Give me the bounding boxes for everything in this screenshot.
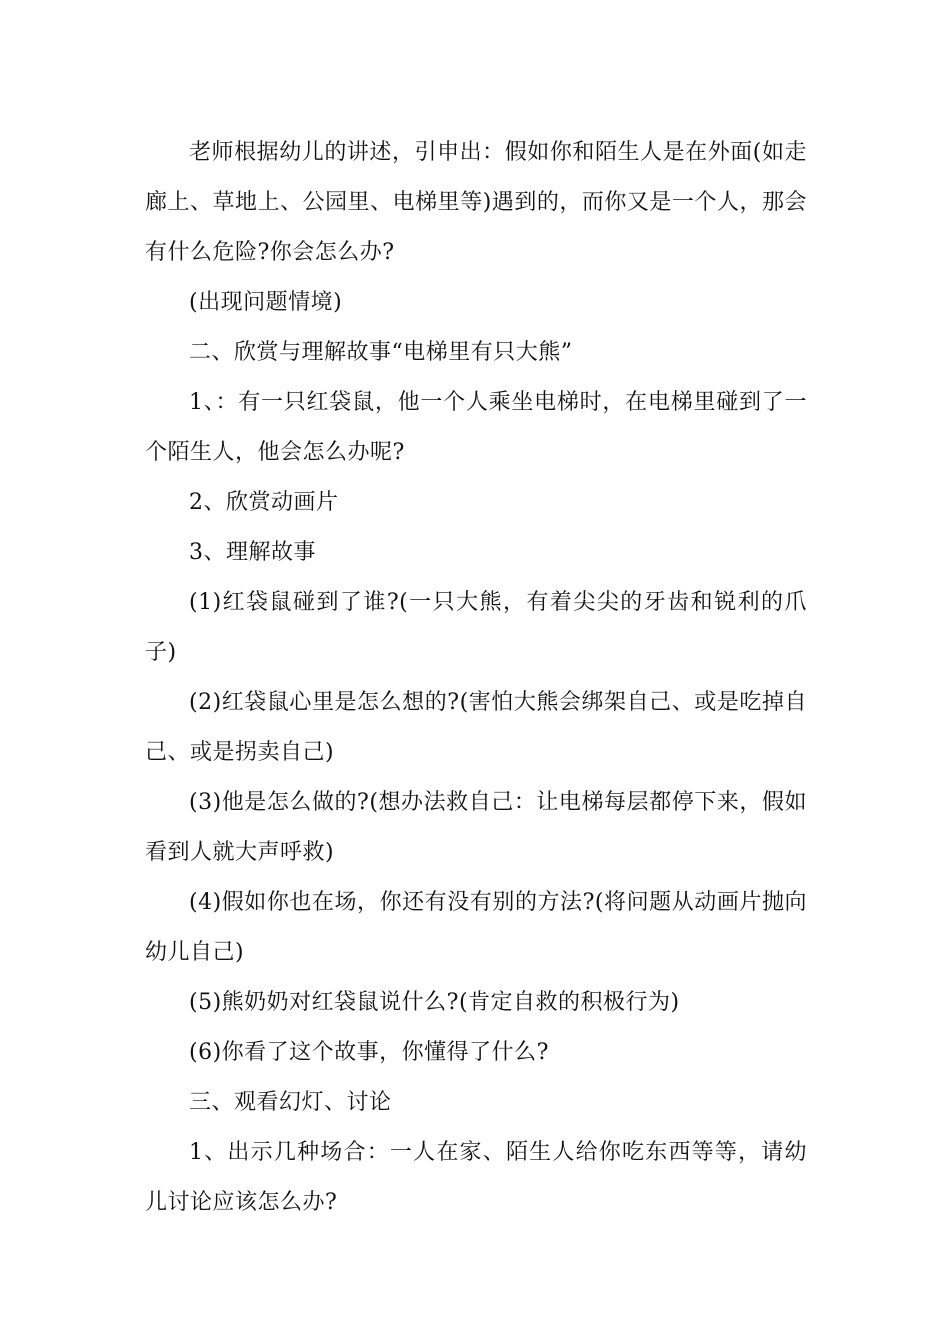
question-6: (6)你看了这个故事，你懂得了什么?	[189, 1040, 549, 1065]
document-page	[145, 128, 807, 1228]
question-4: (4)假如你也在场，你还有没有别的方法?(将问题从动画片抛向幼儿自己)	[145, 890, 807, 965]
question-3: (3)他是怎么做的?(想办法救自己：让电梯每层都停下来，假如看到人就大声呼救)	[145, 790, 807, 865]
paragraph-intro: 老师根据幼儿的讲述，引申出：假如你和陌生人是在外面(如走廊上、草地上、公园里、电梯里等)遇到的，而你又是一个人，那会有什么危险?你会怎么办?	[145, 140, 807, 265]
paragraph-step-3: 3、理解故事	[189, 540, 316, 565]
question-1: (1)红袋鼠碰到了谁?(一只大熊，有着尖尖的牙齿和锐利的爪子)	[145, 590, 807, 665]
paragraph-problem-situation: (出现问题情境)	[189, 290, 343, 315]
paragraph-step-1: 1、：有一只红袋鼠，他一个人乘坐电梯时，在电梯里碰到了一个陌生人，他会怎么办呢?	[145, 390, 807, 465]
paragraph-discussion: 1、出示几种场合：一人在家、陌生人给你吃东西等等，请幼儿讨论应该怎么办?	[145, 1140, 807, 1215]
section-heading-story: 二、欣赏与理解故事“电梯里有只大熊”	[189, 340, 573, 365]
section-heading-slides: 三、观看幻灯、讨论	[189, 1090, 392, 1115]
question-2: (2)红袋鼠心里是怎么想的?(害怕大熊会绑架自己、或是吃掉自己、或是拐卖自己)	[145, 690, 807, 765]
question-5: (5)熊奶奶对红袋鼠说什么?(肯定自救的积极行为)	[189, 990, 680, 1015]
paragraph-step-2: 2、欣赏动画片	[189, 490, 339, 515]
